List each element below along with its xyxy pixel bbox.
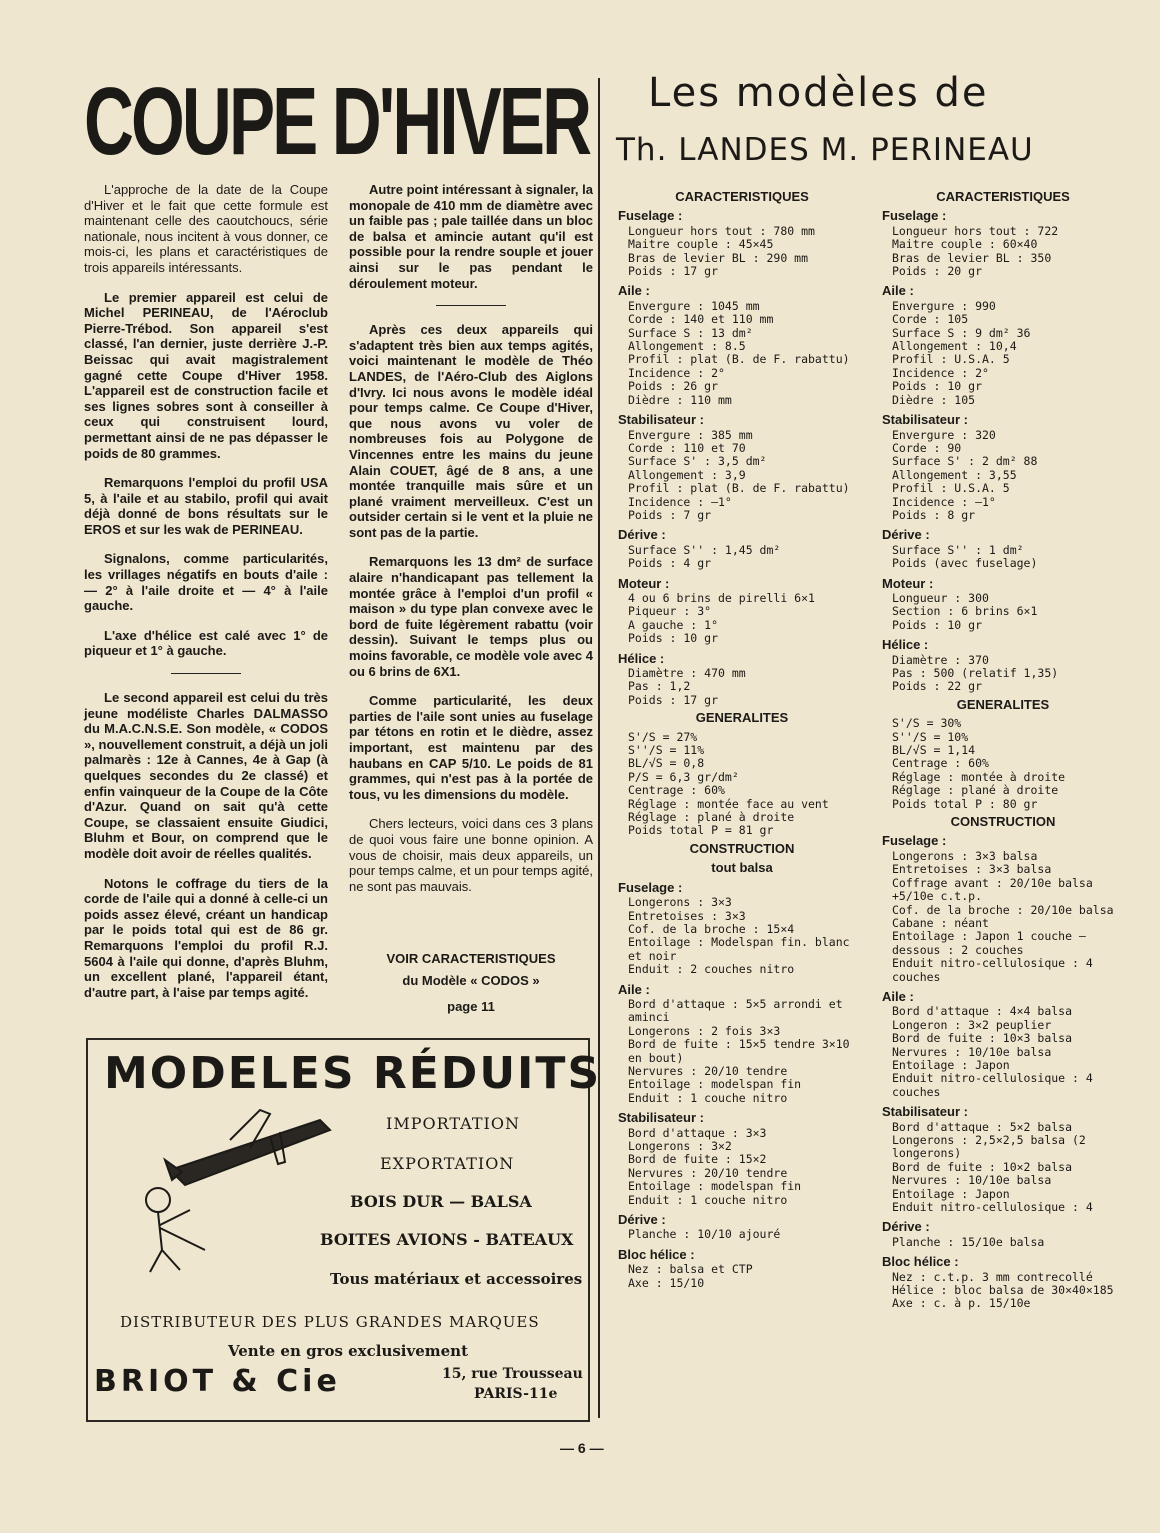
spec-line: Cabane : néant — [892, 915, 989, 930]
spec-line: Poids total P = 81 gr — [628, 823, 774, 838]
spec-line: Entoilage : modelspan fin — [628, 1179, 802, 1194]
spec-line: Cof. de la broche : 20/10e balsa — [892, 902, 1114, 917]
spec-group-heading: Fuselage : — [882, 208, 947, 224]
ad-vente: Vente en gros exclusivement — [228, 1342, 469, 1360]
spec-line: Poids : 17 gr — [628, 264, 719, 279]
spec-line: Entretoises : 3×3 — [628, 908, 746, 923]
spec-line: Cof. de la broche : 15×4 — [628, 921, 795, 936]
spec-group-heading: Hélice : — [618, 650, 665, 666]
voir-caracteristiques — [349, 948, 593, 1018]
specs-landes-column — [618, 186, 866, 1290]
spec-line: Allongement : 8.5 — [628, 339, 746, 354]
ad-tous: Tous matériaux et accessoires — [330, 1270, 583, 1288]
spec-line: Poids (avec fuselage) — [892, 556, 1038, 571]
spec-line: Longerons : 2,5×2,5 balsa (2 longerons) — [892, 1133, 1093, 1161]
specs-title-line1: Les modèles de — [648, 70, 989, 116]
spec-line: Poids : 4 gr — [628, 556, 712, 571]
spec-line: Envergure : 385 mm — [628, 427, 753, 442]
spec-line: Bord d'attaque : 4×4 balsa — [892, 1004, 1073, 1019]
spec-group-heading: Dérive : — [618, 527, 666, 543]
spec-line: 4 ou 6 brins de pirelli 6×1 — [628, 590, 815, 605]
spec-line: Corde : 105 — [892, 312, 969, 327]
spec-line: Axe : 15/10 — [628, 1275, 705, 1290]
article-paragraph: Signalons, comme particularités, les vrillages négatifs en bouts d'aile : — 2° à l'aile droite et — 4° à l'aile gauche. — [84, 551, 328, 614]
spec-line: Enduit : 1 couche nitro — [628, 1192, 788, 1207]
spec-line: Entoilage : Japon 1 couche — dessous : 2 couches — [892, 929, 1093, 957]
spec-line: Dièdre : 105 — [892, 392, 976, 407]
spec-line: Longeron : 3×2 peuplier — [892, 1017, 1052, 1032]
spec-line: Pas : 500 (relatif 1,35) — [892, 666, 1059, 680]
voir-line2: du Modèle « CODOS » — [402, 973, 540, 988]
spec-line: Corde : 110 et 70 — [628, 440, 746, 455]
spec-line: Entoilage : Japon — [892, 1057, 1010, 1072]
spec-line: Pas : 1,2 — [628, 679, 691, 694]
ad-bois: BOIS DUR — BALSA — [350, 1192, 532, 1211]
spec-line: Allongement : 10,4 — [892, 339, 1017, 354]
spec-line: Entoilage : Japon — [892, 1186, 1010, 1201]
spec-line: Allongement : 3,55 — [892, 467, 1017, 482]
spec-group-heading: Aile : — [618, 283, 650, 299]
spec-group-heading: Stabilisateur : — [618, 1110, 704, 1126]
spec-line: Maitre couple : 60×40 — [892, 237, 1038, 252]
spec-line: S''/S = 10% — [892, 729, 969, 744]
spec-section-title: tout balsa — [711, 860, 773, 876]
spec-line: Poids : 8 gr — [892, 507, 976, 522]
spec-line: Surface S' : 2 dm² 88 — [892, 454, 1038, 469]
ad-title: MODELES RÉDUITS — [104, 1048, 602, 1099]
spec-section-title: CARACTERISTIQUES — [675, 189, 809, 204]
spec-line: Poids : 26 gr — [628, 379, 719, 394]
section-separator — [171, 673, 241, 674]
spec-group-heading: Bloc hélice : — [618, 1246, 695, 1262]
spec-line: BL/√S = 0,8 — [628, 756, 705, 771]
spec-group-heading: Bloc hélice : — [882, 1254, 959, 1270]
spec-line: Entoilage : modelspan fin — [628, 1077, 802, 1092]
spec-line: Nez : c.t.p. 3 mm contrecollé — [892, 1269, 1093, 1284]
spec-line: Diamètre : 370 — [892, 652, 989, 667]
spec-line: Surface S'' : 1,45 dm² — [628, 542, 781, 557]
spec-line: Corde : 140 et 110 mm — [628, 312, 774, 327]
spec-line: Profil : plat (B. de F. rabattu) — [628, 352, 850, 367]
article-paragraph: L'approche de la date de la Coupe d'Hiver et le fait que cette formule est maintenant celle des caoutchoucs, série nationale, nous incitent à vous donner, ce mois-ci, les plans et caractéristiques de trois appareils intéressants. — [84, 182, 328, 275]
spec-line: Poids : 10 gr — [892, 617, 983, 632]
voir-line1: VOIR CARACTERISTIQUES — [386, 951, 556, 966]
spec-line: Bord de fuite : 15×2 — [628, 1152, 767, 1167]
article-title: COUPE D'HIVER — [84, 68, 590, 175]
spec-line: Dièdre : 110 mm — [628, 392, 732, 407]
spec-line: S'/S = 30% — [892, 716, 962, 731]
spec-line: Surface S : 9 dm² 36 — [892, 325, 1031, 340]
boy-with-airplane-illustration — [110, 1100, 340, 1275]
spec-line: Bord d'attaque : 3×3 — [628, 1125, 767, 1140]
spec-line: Piqueur : 3° — [628, 604, 712, 619]
spec-line: Surface S' : 3,5 dm² — [628, 454, 767, 469]
spec-line: Incidence : —1° — [892, 494, 996, 509]
spec-section-title: CONSTRUCTION — [950, 814, 1056, 830]
spec-line: Allongement : 3,9 — [628, 467, 746, 482]
spec-line: Réglage : montée à droite — [892, 769, 1066, 784]
spec-line: Réglage : montée face au vent — [628, 796, 829, 811]
spec-line: Incidence : —1° — [628, 494, 732, 509]
spec-line: Poids : 17 gr — [628, 692, 719, 707]
spec-group-heading: Aile : — [618, 981, 650, 997]
spec-line: Incidence : 2° — [628, 365, 725, 380]
spec-line: BL/√S = 1,14 — [892, 743, 976, 758]
specs-perineau-column — [882, 186, 1124, 1311]
spec-group-heading: Hélice : — [882, 637, 929, 653]
spec-line: Enduit : 2 couches nitro — [628, 962, 795, 977]
spec-line: Planche : 10/10 ajouré — [628, 1227, 781, 1242]
spec-line: Hélice : bloc balsa de 30×40×185 — [892, 1283, 1114, 1298]
spec-line: Axe : c. à p. 15/10e — [892, 1296, 1031, 1311]
page-number: — 6 — — [560, 1440, 604, 1456]
spec-line: Bord de fuite : 10×3 balsa — [892, 1031, 1073, 1046]
ad-boites: BOITES AVIONS - BATEAUX — [320, 1230, 574, 1249]
spec-section-title: GENERALITES — [956, 696, 1050, 712]
spec-group-heading: Moteur : — [618, 575, 670, 591]
article-paragraph: Le second appareil est celui du très jeune modéliste Charles DALMASSO du M.A.C.N.S.E. Son modèle, « CODOS », nouvellement construit, a déjà un joli palmarès : 12e à Cannes, 4e à Gap (à quelques secondes du 2e classé) et enfin vainqueur de la Coupe de la Côte d'Azur. Quand on sait qu'à cette Coupe, se classaient ensuite Giudici, Bluhm et Bour, on comprend que le modèle doit avoir de réelles qualités. — [84, 690, 328, 861]
article-paragraph: Remarquons l'emploi du profil USA 5, à l'aile et au stabilo, profil qui avait déjà donné de bons résultats sur le EROS et sur les wak de PERINEAU. — [84, 475, 328, 537]
spec-line: Incidence : 2° — [892, 365, 989, 380]
spec-line: Nez : balsa et CTP — [628, 1262, 753, 1277]
specs-title-line2: Th. LANDES M. PERINEAU — [616, 132, 1034, 168]
spec-line: Profil : plat (B. de F. rabattu) — [628, 481, 850, 496]
article-paragraph: Comme particularité, les deux parties de l'aile sont unies au fuselage par tétons en rotin et le dièdre, assez important, est maintenu par des haubans en CAP 5/10. Le poids de 81 grammes, qui n'est pas à la portée de tous, vu les dimensions du modèle. — [349, 693, 593, 802]
spec-line: Nervures : 10/10e balsa — [892, 1173, 1052, 1188]
article-paragraph: Notons le coffrage du tiers de la corde de l'aile qui a donné à celle-ci un poids assez élevé, créant un handicap par le poids total qui est de 86 gr. Remarquons l'emploi du profil R.J. 5604 à l'aile qui donne, d'après Bluhm, un excellent plané, l'appareil étant, d'autre part, à l'aise par temps agité. — [84, 875, 328, 1000]
ad-briot: BRIOT & Cie — [94, 1364, 341, 1399]
spec-group-heading: Stabilisateur : — [618, 412, 704, 428]
spec-line: Nervures : 10/10e balsa — [892, 1044, 1052, 1059]
spec-line: Corde : 90 — [892, 440, 962, 455]
spec-line: Surface S : 13 dm² — [628, 325, 753, 340]
article-paragraph: Après ces deux appareils qui s'adaptent très bien aux temps agités, voici maintenant le modèle de Théo LANDES, de l'Aéro-Club des Aiglons d'Ivry. Ici nous avons le modèle idéal pour temps calme. Ce Coupe d'Hiver, que nous avons vu voler de nombreuses fois au Polygone de Vincennes entre les mains du jeune Alain COUET, âgé de 8 ans, a une montée tranquille mais sûre et un plané vraiment merveilleux. C'est un outsider certain si le vent et la pluie ne sont pas de la partie. — [349, 322, 593, 540]
spec-line: Surface S'' : 1 dm² — [892, 542, 1024, 557]
spec-line: Centrage : 60% — [892, 756, 989, 771]
article-column-2 — [349, 182, 593, 908]
spec-line: Profil : U.S.A. 5 — [892, 352, 1010, 367]
spec-line: Longerons : 3×3 — [628, 895, 732, 910]
spec-group-heading: Fuselage : — [618, 879, 683, 895]
spec-line: Planche : 15/10e balsa — [892, 1234, 1045, 1249]
spec-line: Réglage : plané à droite — [628, 810, 795, 825]
spec-line: Enduit nitro-cellulosique : 4 — [892, 1200, 1093, 1215]
spec-line: Bord de fuite : 15×5 tendre 3×10 en bout) — [628, 1037, 857, 1065]
spec-group-heading: Aile : — [882, 283, 914, 299]
voir-line3: page 11 — [447, 999, 495, 1014]
spec-line: Coffrage avant : 20/10e balsa +5/10e c.t.p. — [892, 875, 1100, 904]
spec-group-heading: Dérive : — [882, 527, 930, 543]
spec-line: Envergure : 990 — [892, 298, 996, 313]
article-paragraph: Autre point intéressant à signaler, la monopale de 410 mm de diamètre avec un faible pas ; pale taillée dans un bloc de balsa et amincie autant qu'il est possible pour la rendre souple et jouer ainsi sur le pas pendant le déroulement moteur. — [349, 182, 593, 291]
spec-group-heading: Stabilisateur : — [882, 1104, 968, 1120]
spec-line: Poids : 20 gr — [892, 264, 983, 279]
section-separator — [436, 305, 506, 306]
spec-line: Bord d'attaque : 5×2 balsa — [892, 1119, 1073, 1134]
spec-section-title: CONSTRUCTION — [689, 840, 795, 856]
spec-line: Réglage : plané à droite — [892, 783, 1059, 798]
article-paragraph: L'axe d'hélice est calé avec 1° de piqueur et 1° à gauche. — [84, 627, 328, 659]
spec-line: A gauche : 1° — [628, 617, 719, 632]
spec-group-heading: Fuselage : — [882, 833, 947, 849]
spec-line: Poids : 10 gr — [892, 379, 983, 394]
spec-section-title: GENERALITES — [695, 710, 789, 726]
spec-line: Longerons : 3×3 balsa — [892, 848, 1038, 863]
article-paragraph: Le premier appareil est celui de Michel PERINEAU, de l'Aéroclub Pierre-Trébod. Son appareil s'est classé, l'an dernier, juste derrière J.-P. Beissac qui avait magistralement gagné cette Coupe d'Hiver 1958. L'appareil est de construction facile et ses lignes sobres sont à conseiller à ceux qui construisent lourd, permettant ainsi de ne pas dépasser le poids de 80 grammes. — [84, 289, 328, 461]
ad-importation: IMPORTATION — [386, 1114, 520, 1133]
spec-line: Longerons : 3×2 — [628, 1139, 732, 1153]
spec-line: Longueur hors tout : 722 — [892, 223, 1059, 238]
spec-line: Longueur : 300 — [892, 590, 989, 605]
spec-line: Profil : U.S.A. 5 — [892, 481, 1010, 496]
spec-line: Poids : 7 gr — [628, 507, 712, 522]
spec-group-heading: Moteur : — [882, 575, 934, 591]
spec-group-heading: Dérive : — [882, 1219, 930, 1235]
article-paragraph: Chers lecteurs, voici dans ces 3 plans de quoi vous faire une bonne opinion. A vous de choisir, mais deux appareils, un pour temps calme, et un pour temps agité, ne sont pas mauvais. — [349, 816, 593, 894]
spec-line: P/S = 6,3 gr/dm² — [628, 769, 739, 784]
spec-group-heading: Dérive : — [618, 1212, 666, 1228]
spec-line: Envergure : 320 — [892, 427, 996, 442]
spec-line: Longueur hors tout : 780 mm — [628, 223, 815, 238]
spec-line: Bord d'attaque : 5×5 arrondi et aminci — [628, 996, 850, 1025]
article-column-1 — [84, 182, 328, 1014]
spec-line: Nervures : 20/10 tendre — [628, 1165, 788, 1180]
spec-line: Poids : 22 gr — [892, 679, 983, 694]
spec-line: S''/S = 11% — [628, 743, 705, 758]
spec-line: Enduit nitro-cellulosique : 4 couches — [892, 1071, 1100, 1099]
spec-line: Envergure : 1045 mm — [628, 298, 760, 313]
column-divider — [598, 78, 600, 1418]
ad-distributeur: DISTRIBUTEUR DES PLUS GRANDES MARQUES — [120, 1313, 540, 1331]
spec-group-heading: Fuselage : — [618, 208, 683, 224]
spec-line: Longerons : 2 fois 3×3 — [628, 1023, 781, 1038]
article-paragraph: Remarquons les 13 dm² de surface alaire n'handicapant pas tellement la montée grâce à l'emploi d'un profil « maison » du type plan convexe avec le bord de fuite légèrement rabattu (voir dessin). Suivant le temps plus ou moins favorable, ce modèle vole avec 4 ou 6 brins de 6X1. — [349, 554, 593, 679]
ad-address1: 15, rue Trousseau — [442, 1366, 583, 1382]
spec-line: Centrage : 60% — [628, 783, 725, 798]
spec-line: Poids : 10 gr — [628, 631, 719, 646]
spec-group-heading: Stabilisateur : — [882, 412, 968, 428]
ad-address2: PARIS-11e — [474, 1386, 558, 1402]
spec-line: Bras de levier BL : 290 mm — [628, 250, 809, 265]
spec-line: Poids total P : 80 gr — [892, 796, 1038, 811]
spec-line: Maitre couple : 45×45 — [628, 237, 774, 252]
spec-line: S'/S = 27% — [628, 729, 698, 744]
spec-line: Enduit nitro-cellulosique : 4 couches — [892, 956, 1100, 984]
spec-line: Bord de fuite : 10×2 balsa — [892, 1159, 1073, 1174]
spec-line: Entretoises : 3×3 balsa — [892, 862, 1052, 877]
spec-line: Nervures : 20/10 tendre — [628, 1063, 788, 1078]
spec-line: Bras de levier BL : 350 — [892, 250, 1052, 265]
spec-line: Section : 6 brins 6×1 — [892, 604, 1038, 619]
spec-line: Enduit : 1 couche nitro — [628, 1090, 788, 1105]
spec-line: Diamètre : 470 mm — [628, 666, 746, 680]
spec-section-title: CARACTERISTIQUES — [936, 189, 1070, 204]
spec-line: Entoilage : Modelspan fin. blanc et noir — [628, 935, 857, 963]
ad-exportation: EXPORTATION — [380, 1154, 515, 1173]
spec-group-heading: Aile : — [882, 988, 914, 1004]
